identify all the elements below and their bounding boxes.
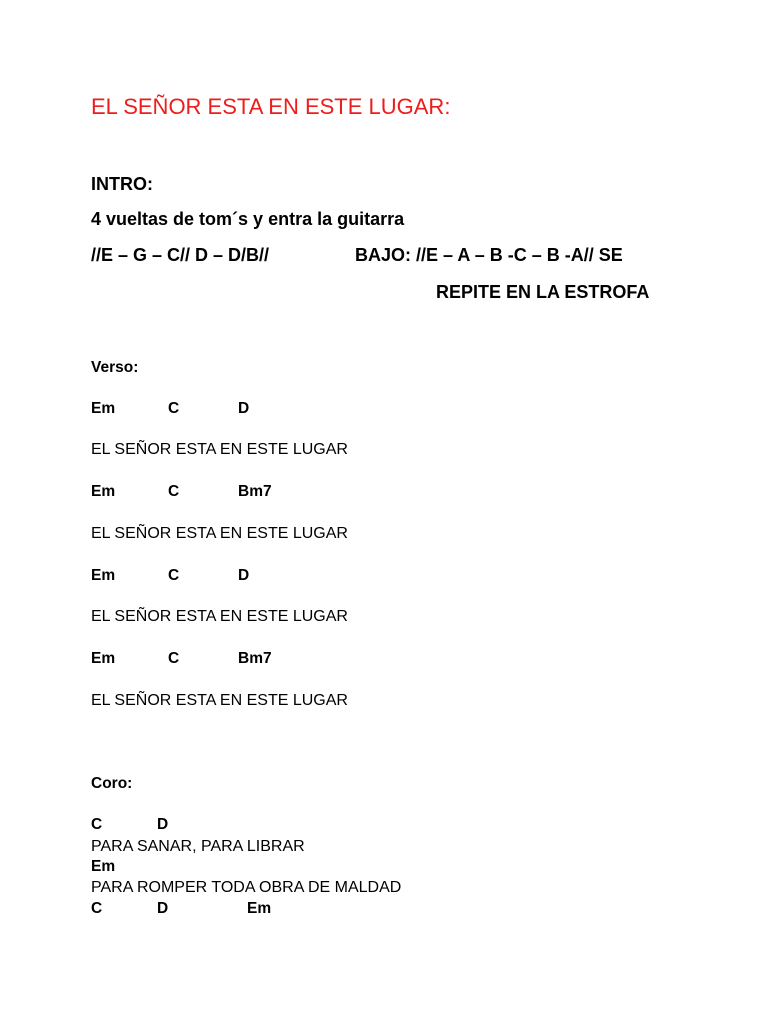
lyric-line: EL SEÑOR ESTA EN ESTE LUGAR (91, 525, 348, 542)
chord-row (91, 901, 491, 919)
song-title: EL SEÑOR ESTA EN ESTE LUGAR: (91, 94, 451, 119)
chord: Em (91, 483, 116, 500)
chord-row (91, 651, 491, 669)
chord: C (91, 816, 103, 833)
intro-repeat-note: REPITE EN LA ESTROFA (436, 282, 650, 302)
chord: C (168, 567, 180, 584)
chord: Bm7 (238, 650, 272, 667)
verso-label: Verso: (91, 359, 139, 376)
chord: Em (91, 650, 116, 667)
coro-label: Coro: (91, 775, 133, 792)
chord: C (91, 900, 103, 917)
chord: Em (91, 567, 116, 584)
chord-row (91, 817, 491, 835)
chord: D (157, 816, 169, 833)
chord: D (238, 567, 250, 584)
lyric-line: EL SEÑOR ESTA EN ESTE LUGAR (91, 692, 348, 709)
intro-description: 4 vueltas de tom´s y entra la guitarra (91, 209, 405, 229)
intro-label: INTRO: (91, 174, 153, 194)
chord: D (238, 400, 250, 417)
chord: D (157, 900, 169, 917)
lyric-line: PARA SANAR, PARA LIBRAR (91, 838, 305, 855)
chord: C (168, 483, 180, 500)
chord-row (91, 401, 491, 419)
lyric-line: EL SEÑOR ESTA EN ESTE LUGAR (91, 608, 348, 625)
lyric-line: PARA ROMPER TODA OBRA DE MALDAD (91, 879, 402, 896)
chord: C (168, 400, 180, 417)
chord-row (91, 859, 491, 877)
chord-row (91, 568, 491, 586)
chord: Em (91, 858, 116, 875)
chord: Em (247, 900, 272, 917)
chord: Em (91, 400, 116, 417)
lyric-line: EL SEÑOR ESTA EN ESTE LUGAR (91, 441, 348, 458)
chord: Bm7 (238, 483, 272, 500)
intro-bass-line: BAJO: //E – A – B -C – B -A// SE (355, 245, 623, 265)
chord: C (168, 650, 180, 667)
chord-row (91, 484, 491, 502)
intro-guitar-chords: //E – G – C// D – D/B// (91, 245, 270, 265)
